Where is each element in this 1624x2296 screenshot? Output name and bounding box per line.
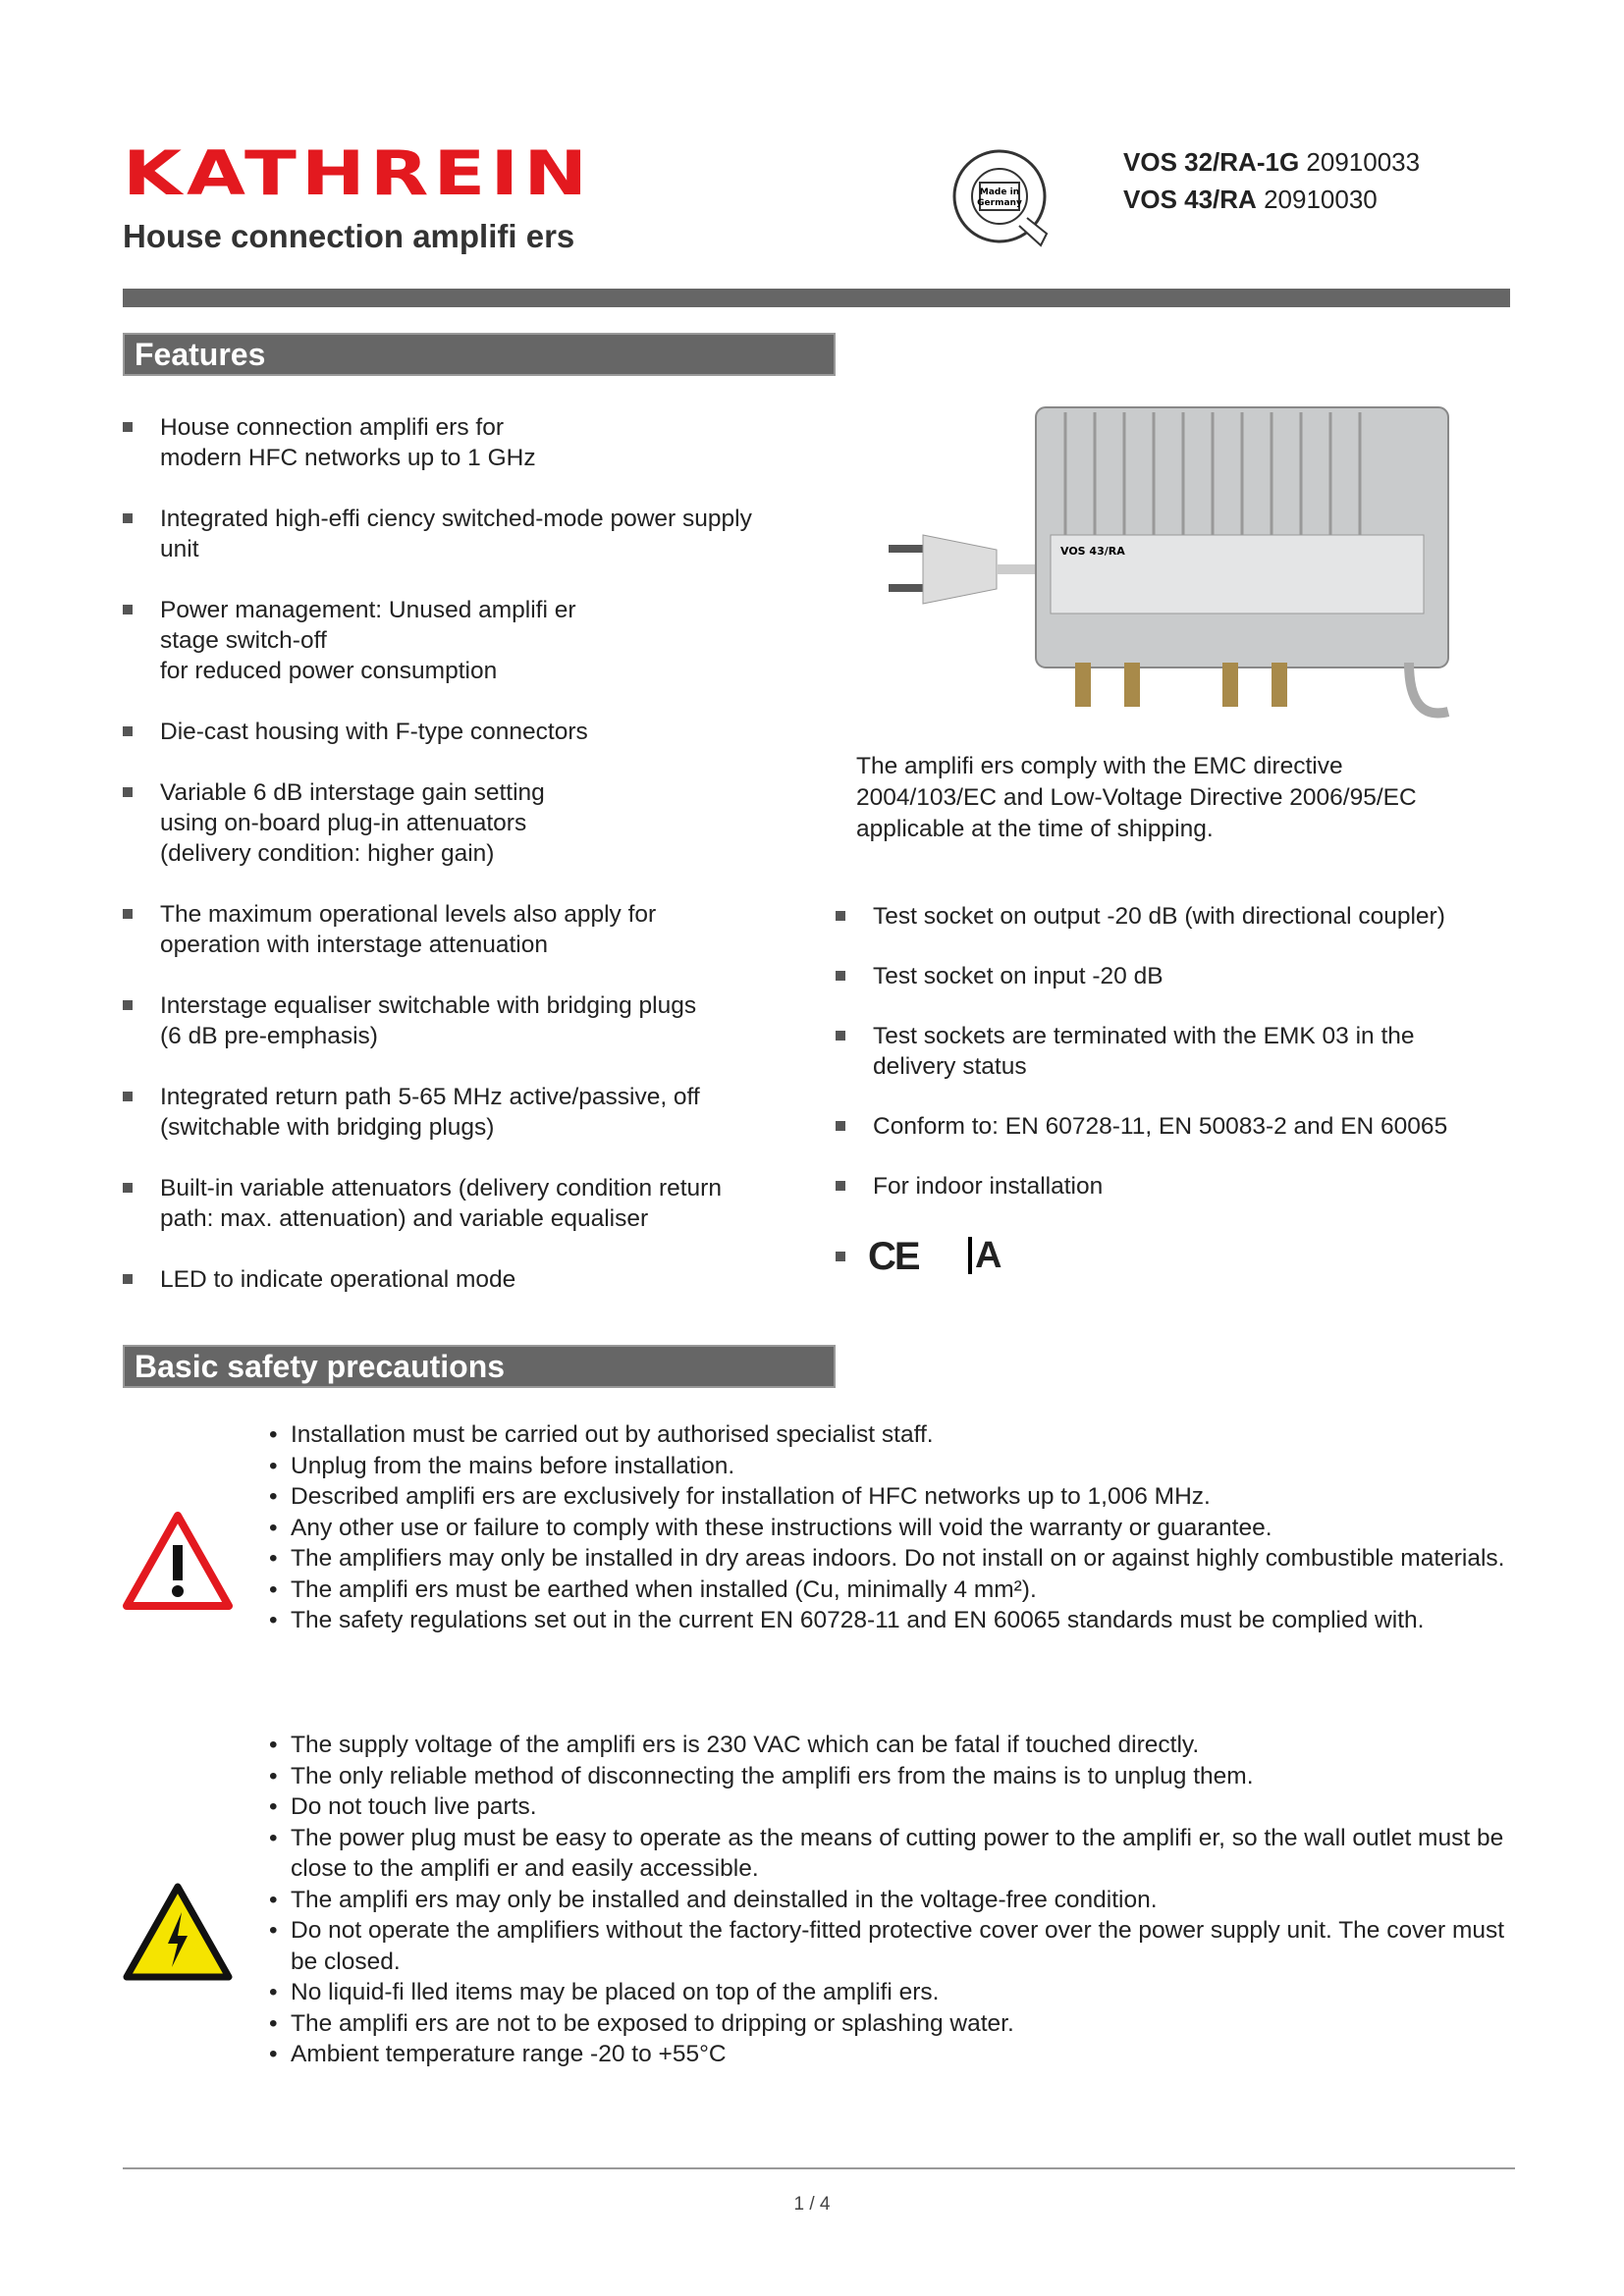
feature-line: Test socket on input -20 dB xyxy=(873,963,1164,989)
feature-line: For indoor installation xyxy=(873,1173,1104,1200)
feature-item xyxy=(123,1082,830,1143)
feature-line: Test socket on output -20 dB (with directional coupler) xyxy=(873,903,1445,930)
svg-text:VOS 43/RA: VOS 43/RA xyxy=(1060,545,1125,558)
feature-item xyxy=(123,899,830,960)
emc-compliance-text xyxy=(856,751,1485,845)
safety-item: • The amplifi ers must be earthed when installed (Cu, minimally 4 mm²). xyxy=(269,1575,1526,1606)
safety-item: • Do not touch live parts. xyxy=(269,1791,1536,1823)
model-number: 20910033 xyxy=(1306,147,1421,177)
feature-item xyxy=(836,1111,1523,1142)
feature-line: (6 dB pre-emphasis) xyxy=(160,1023,378,1049)
svg-text:Made in: Made in xyxy=(979,187,1020,197)
safety-item: • The only reliable method of disconnecting the amplifi ers from the mains is to unplug them. xyxy=(269,1761,1536,1792)
electric-hazard-icon xyxy=(123,1883,233,1981)
features-list-right xyxy=(836,901,1523,1231)
feature-line: The maximum operational levels also apply for xyxy=(160,901,657,928)
safety-item: • Described amplifi ers are exclusively for installation of HFC networks up to 1,006 MHz. xyxy=(269,1481,1526,1513)
feature-line: Integrated high-effi ciency switched-mode power supply xyxy=(160,506,752,532)
feature-item xyxy=(123,595,830,686)
feature-line: (delivery condition: higher gain) xyxy=(160,840,495,867)
feature-line: modern HFC networks up to 1 GHz xyxy=(160,445,536,471)
model-line-2 xyxy=(1123,185,1378,215)
safety-item: • The amplifi ers may only be installed and deinstalled in the voltage-free condition. xyxy=(269,1885,1536,1916)
feature-line: Die-cast housing with F-type connectors xyxy=(160,719,588,745)
safety-item: • Ambient temperature range -20 to +55°C xyxy=(269,2039,1536,2070)
safety-heading: Basic safety precautions xyxy=(123,1345,836,1388)
header-divider-bar xyxy=(123,289,1510,307)
emc-line: The amplifi ers comply with the EMC directive xyxy=(856,753,1343,779)
model-line-1 xyxy=(1123,147,1420,178)
amplifier-product-photo xyxy=(879,398,1468,736)
feature-line: LED to indicate operational mode xyxy=(160,1266,516,1293)
feature-item xyxy=(123,504,830,564)
feature-item xyxy=(836,1021,1523,1082)
bullet xyxy=(836,1252,845,1261)
feature-line: Built-in variable attenuators (delivery condition return xyxy=(160,1175,722,1201)
safety-item: • No liquid-fi lled items may be placed on top of the amplifi ers. xyxy=(269,1977,1536,2008)
class-a-mark-icon: A xyxy=(968,1237,1001,1274)
feature-line: unit xyxy=(160,536,199,562)
safety-item: • Unplug from the mains before installation. xyxy=(269,1451,1526,1482)
safety-item: • The safety regulations set out in the current EN 60728-11 and EN 60065 standards must be complied with. xyxy=(269,1605,1526,1636)
feature-item xyxy=(836,961,1523,991)
svg-text:Germany: Germany xyxy=(977,198,1022,208)
feature-item xyxy=(123,1264,830,1295)
document-subtitle: House connection amplifi ers xyxy=(123,218,575,254)
safety-item: • Installation must be carried out by authorised specialist staff. xyxy=(269,1419,1526,1451)
safety-item: • Do not operate the amplifiers without the factory-fitted protective cover over the power supply unit. The cover must be closed. xyxy=(269,1915,1536,1977)
feature-line: House connection amplifi ers for xyxy=(160,414,504,441)
safety-item: • The amplifiers may only be installed in dry areas indoors. Do not install on or against highly combustible materials. xyxy=(269,1543,1526,1575)
emc-line: 2004/103/EC and Low-Voltage Directive 2006/95/EC xyxy=(856,784,1417,811)
feature-line: path: max. attenuation) and variable equaliser xyxy=(160,1205,649,1232)
feature-line: Integrated return path 5-65 MHz active/passive, off xyxy=(160,1084,700,1110)
feature-line: using on-board plug-in attenuators xyxy=(160,810,527,836)
feature-line: stage switch-off xyxy=(160,627,327,654)
feature-item xyxy=(836,901,1523,932)
made-in-germany-seal-icon xyxy=(950,147,1053,249)
emc-line: applicable at the time of shipping. xyxy=(856,816,1214,842)
safety-item: • The supply voltage of the amplifi ers is 230 VAC which can be fatal if touched directly. xyxy=(269,1730,1536,1761)
feature-item xyxy=(123,990,830,1051)
safety-item: • The amplifi ers are not to be exposed to dripping or splashing water. xyxy=(269,2008,1536,2040)
safety-item: • Any other use or failure to comply with these instructions will void the warranty or guarantee. xyxy=(269,1513,1526,1544)
feature-line: for reduced power consumption xyxy=(160,658,498,684)
feature-item xyxy=(123,717,830,747)
feature-item xyxy=(123,1173,830,1234)
feature-item xyxy=(123,777,830,869)
safety-list-electrical xyxy=(269,1730,1536,2070)
model-name: VOS 32/RA-1G xyxy=(1123,147,1300,177)
feature-item xyxy=(123,412,830,473)
feature-line: Variable 6 dB interstage gain setting xyxy=(160,779,545,806)
feature-line: (switchable with bridging plugs) xyxy=(160,1114,495,1141)
features-list xyxy=(123,412,830,1325)
kathrein-logo: KATHREIN xyxy=(123,137,593,209)
model-name: VOS 43/RA xyxy=(1123,185,1257,214)
ce-mark-icon: CE xyxy=(868,1235,919,1278)
feature-line: delivery status xyxy=(873,1053,1027,1080)
features-heading: Features xyxy=(123,333,836,376)
footer-rule xyxy=(123,2167,1515,2169)
safety-list-general xyxy=(269,1419,1526,1636)
feature-line: Test sockets are terminated with the EMK 03 in the xyxy=(873,1023,1415,1049)
feature-line: Conform to: EN 60728-11, EN 50083-2 and EN 60065 xyxy=(873,1113,1448,1140)
safety-item: • The power plug must be easy to operate as the means of cutting power to the amplifi er, so the wall outlet must be close to the amplifi er and easily accessible. xyxy=(269,1823,1536,1885)
feature-line: operation with interstage attenuation xyxy=(160,932,548,958)
page-number: 1 / 4 xyxy=(793,2194,831,2215)
feature-line: Power management: Unused amplifi er xyxy=(160,597,576,623)
model-number: 20910030 xyxy=(1264,185,1378,214)
warning-triangle-icon xyxy=(123,1512,233,1610)
feature-item xyxy=(836,1171,1523,1201)
feature-line: Interstage equaliser switchable with bridging plugs xyxy=(160,992,697,1019)
